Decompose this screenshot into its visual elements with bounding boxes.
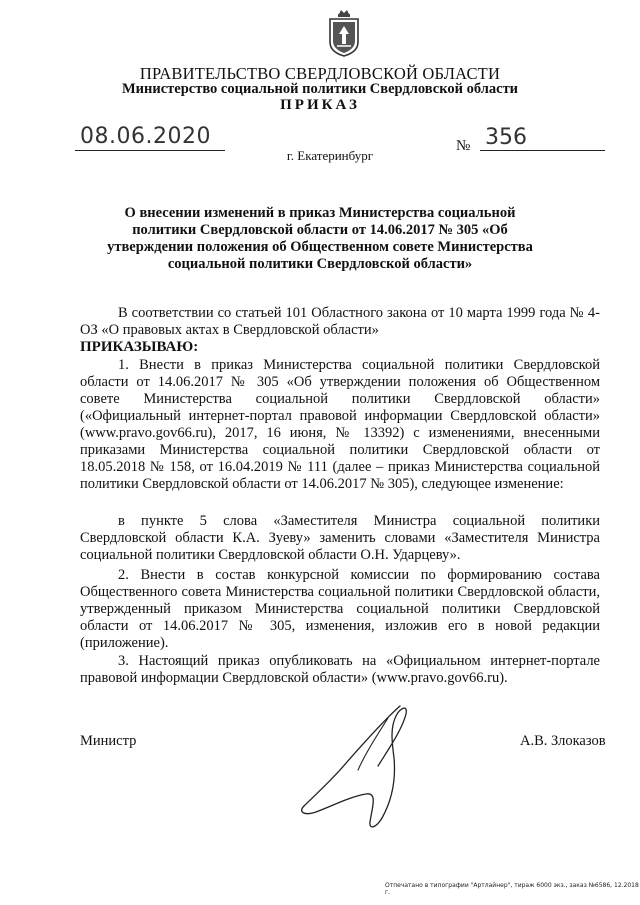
item-3: 3. Настоящий приказ опубликовать на «Официальном интернет-портале правовой информации Свердловской области» (www.pravo.gov66.ru). xyxy=(80,653,600,686)
coat-of-arms-icon xyxy=(327,8,361,58)
preamble: В соответствии со статьей 101 Областного закона от 10 марта 1999 года № 4-ОЗ «О правовых актах в Свердловской области» xyxy=(80,305,600,338)
city: г. Екатеринбург xyxy=(286,148,374,163)
order-number: 356 xyxy=(485,125,527,150)
ministry-title: Министерство социальной политики Свердловской области xyxy=(121,81,519,97)
handwritten-signature xyxy=(292,700,442,835)
document-type: ПРИКАЗ xyxy=(280,97,360,113)
signer-name: А.В. Злоказов xyxy=(520,733,606,749)
signer-position: Министр xyxy=(80,733,137,749)
item-1-subpoint: в пункте 5 слова «Заместителя Министра социальной политики Свердловской области К.А. Зуеву» заменить словами «Заместителя Министра социальной политики Свердловской области О.Н. Ударцеву». xyxy=(80,513,600,563)
order-subject: О внесении изменений в приказ Министерства социальной политики Свердловской области от 14.06.2017 № 305 «Об утверждении положения об Общественном совете Министерства социальной политики Свердловской области» xyxy=(107,205,533,272)
order-word: ПРИКАЗЫВАЮ: xyxy=(80,339,199,355)
order-date: 08.06.2020 xyxy=(80,124,211,149)
government-title: ПРАВИТЕЛЬСТВО СВЕРДЛОВСКОЙ ОБЛАСТИ xyxy=(139,64,501,83)
number-label: № xyxy=(456,138,471,154)
item-1: 1. Внести в приказ Министерства социальной политики Свердловской области от 14.06.2017 № 305 «Об утверждении положения об Общественном совете Министерства социальной политики Свердловской области» («Официальный интернет-портал правовой информации Свердловской области» (www.pravo.gov66.ru), 2017, 16 июня, № 13392) с изменениями, внесенными приказами Министерства социальной политики Свердловской области от 18.05.2018 № 158, от 16.04.2019 № 111 (далее – приказ Министерства социальной политики Свердловской области от 14.06.2017 № 305), следующее изменение: xyxy=(80,357,600,492)
print-footer: Отпечатано в типографии "Артлайнер", тираж 6000 экз., заказ №6586, 12.2018 г. xyxy=(385,882,639,896)
item-2: 2. Внести в состав конкурсной комиссии по формированию состава Общественного совета Министерства социальной политики Свердловской области, утвержденный приказом Министерства социальной политики Свердловской области от 14.06.2017 № 305, изменения, изложив его в новой редакции (приложение). xyxy=(80,567,600,651)
